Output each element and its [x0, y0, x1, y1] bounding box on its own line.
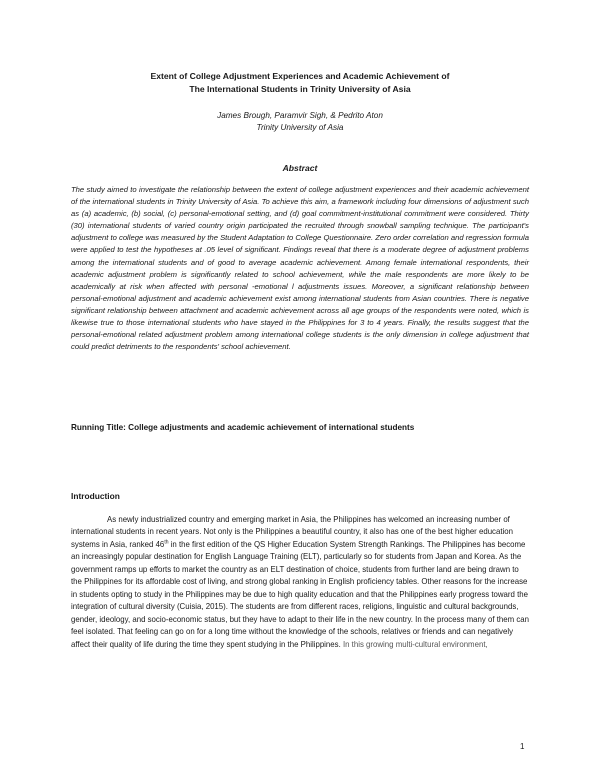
intro-text-part-2: in the first edition of the QS Higher Education System Strength Rankings. The Philippines has become an increasingly popular destination for English Language Training (ELT), particularly so for students from Japan and Korea. As the government ramps up efforts to market the country as an ELT destination of choice, students from further land are being drawn to the Philippines for its affordable cost of living, and strong global ranking in English proficiency tables. Other reasons for the increase in students opting to study in the Philippines may be due to high quality education and that the Philippines early progress toward the integration of cultural diversity (Cuisia, 2015). The students are from different races, religions, linguistic and cultural backgrounds, gender, ideology, and socio-economic status, but they have to adapt to their life in the new country. In the process many of them can feel isolated. That feeling can go on for a long time without the knowledge of the schools, relatives or friends and can negatively affect their quality of life during the time they spent studying in the Philippines. [71, 539, 529, 649]
abstract-heading: Abstract [282, 163, 318, 173]
running-title: Running Title: College adjustments and academic achievement of international students [71, 423, 415, 432]
intro-text-part-1: As newly industrialized country and emerging market in Asia, the Philippines has welcomed an increasing number of international students in recent years. Not only is the Philippines a beautiful country, it also has one of the best higher education systems in Asia, ranked 46 [71, 515, 513, 549]
page-number: 1 [520, 742, 525, 751]
author-block [0, 110, 600, 134]
author-affiliation: Trinity University of Asia [256, 123, 344, 132]
author-names: James Brough, Paramvir Sigh, & Pedrito Aton [217, 111, 383, 120]
title-line-2: The International Students in Trinity University of Asia [189, 84, 411, 94]
abstract-text: The study aimed to investigate the relationship between the extent of college adjustment experiences and their academic achievement of the international students in Trinity University of Asia. To achieve this aim, a framework including four dimensions of adjustment such as (a) academic, (b) social, (c) personal-emotional setting, and (d) goal commitment-institutional commitment were considered. Thirty (30) international students of varied country origin participated the recruited through snowball sampling technique. The participant's adjustment to college was measured by the Student Adaptation to College Questionnaire. Zero order correlation and regression formula were applied to test the hypotheses at .05 level of significant. Findings reveal that there is a moderate degree of adjustment problems among the international students and of good to average academic achievement. Among female international respondents, their academic adjustment problem is significantly related to school achievement, while the male respondents are more likely to be academically at risk when affected with personal -emotional l adjustments issues. Moreover, a significant relationship between personal-emotional adjustment and academic achievement exist among international students from Asian countries. There is negative significant relationship between attachment and academic achievement across all age groups of the respondents were noted, which is likewise true to those international students who have stayed in the Philippines for 3 to 4 years. Finally, the results suggest that the personal-emotional related adjustment problem among international college students is the only dimension in college adjustment that could predict detriments to the respondents' school achievement. [71, 185, 529, 352]
introduction-paragraph [71, 514, 531, 651]
title-line-1: Extent of College Adjustment Experiences and Academic Achievement of [150, 71, 450, 81]
intro-text-part-3: In this growing multi-cultural environment, [340, 639, 488, 649]
introduction-heading: Introduction [71, 491, 120, 501]
paper-title [0, 70, 600, 96]
intro-ordinal-suffix: th [164, 539, 169, 546]
